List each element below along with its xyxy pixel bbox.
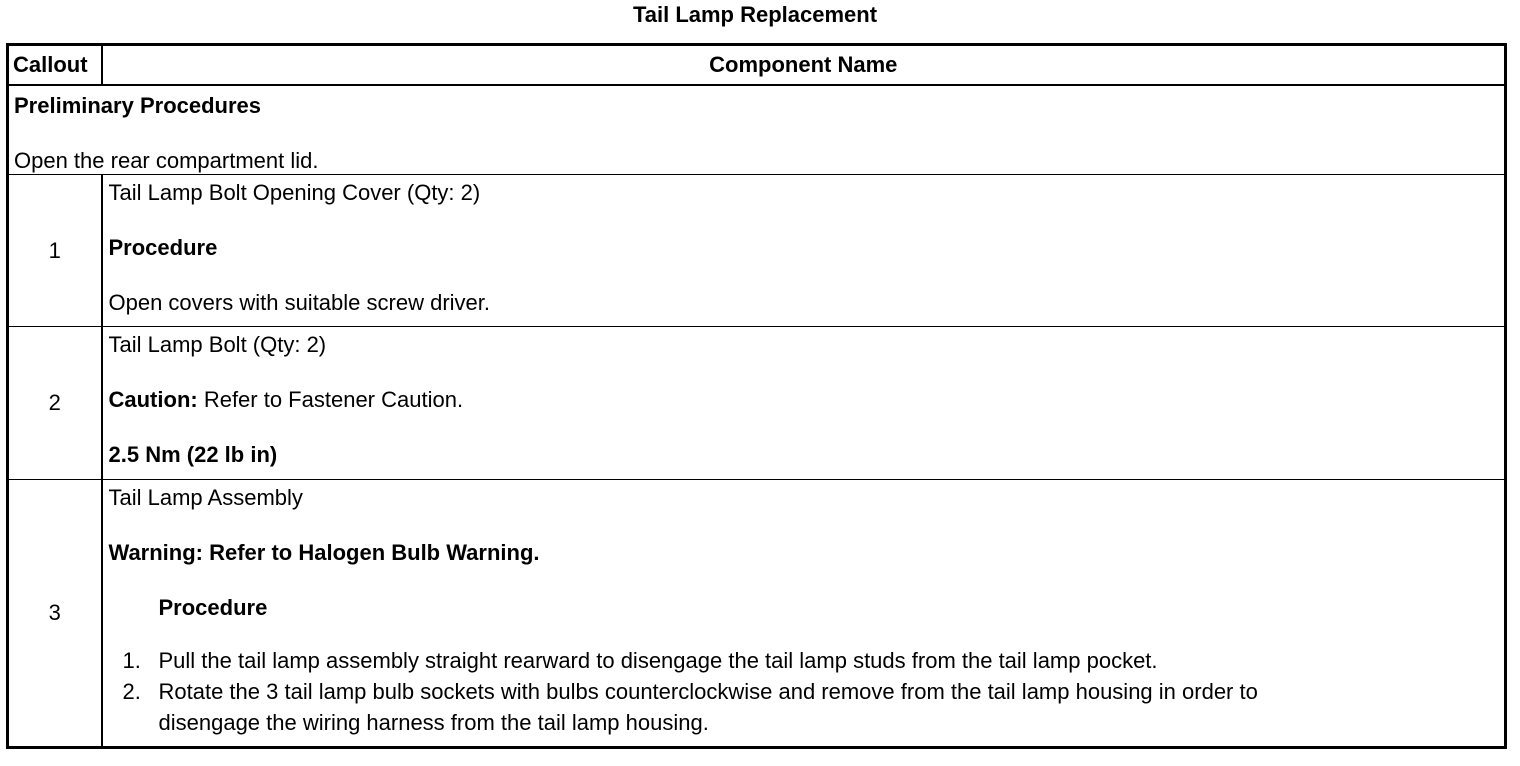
callout-number: 1 (8, 175, 102, 327)
torque-spec: 2.5 Nm (22 lb in) (108, 442, 278, 467)
component-cell (102, 480, 1506, 748)
list-item (122, 645, 1505, 676)
caution-label: Caution: (108, 387, 198, 412)
preliminary-row (8, 85, 1506, 175)
step-number: 1. (122, 648, 141, 673)
step-text: Pull the tail lamp assembly straight rearward to disengage the tail lamp studs from the tail lamp pocket. (158, 648, 1158, 673)
step-text-line-1: Rotate the 3 tail lamp bulb sockets with bulbs counterclockwise and remove from the tail lamp housing in order to (158, 679, 1258, 704)
page-title: Tail Lamp Replacement (632, 2, 878, 27)
preliminary-text: Open the rear compartment lid. (14, 148, 319, 173)
warning-text: Warning: Refer to Halogen Bulb Warning. (108, 540, 540, 565)
component-name: Tail Lamp Assembly (108, 485, 303, 510)
callout-header: Callout (8, 45, 102, 86)
step-number: 2. (122, 679, 141, 704)
table-row (8, 480, 1506, 748)
step-text-line-2: disengage the wiring harness from the tail lamp housing. (158, 710, 709, 735)
caution-line (109, 387, 1505, 413)
callout-number: 3 (8, 480, 102, 748)
procedure-steps (109, 645, 1505, 738)
preliminary-heading: Preliminary Procedures (14, 93, 262, 118)
table-row (8, 175, 1506, 327)
table-row (8, 327, 1506, 480)
preliminary-cell (8, 85, 1506, 175)
list-item (122, 676, 1505, 738)
procedure-label: Procedure (108, 235, 218, 260)
component-name: Tail Lamp Bolt (Qty: 2) (108, 332, 327, 357)
caution-text: Refer to Fastener Caution. (197, 387, 464, 412)
callout-number: 2 (8, 327, 102, 480)
component-cell (102, 175, 1506, 327)
component-cell (102, 327, 1506, 480)
procedure-label: Procedure (158, 595, 268, 620)
component-name: Tail Lamp Bolt Opening Cover (Qty: 2) (108, 180, 481, 205)
header-row (8, 45, 1506, 86)
procedure-table (6, 43, 1507, 749)
component-name-header: Component Name (102, 45, 1506, 86)
procedure-text: Open covers with suitable screw driver. (108, 290, 490, 315)
